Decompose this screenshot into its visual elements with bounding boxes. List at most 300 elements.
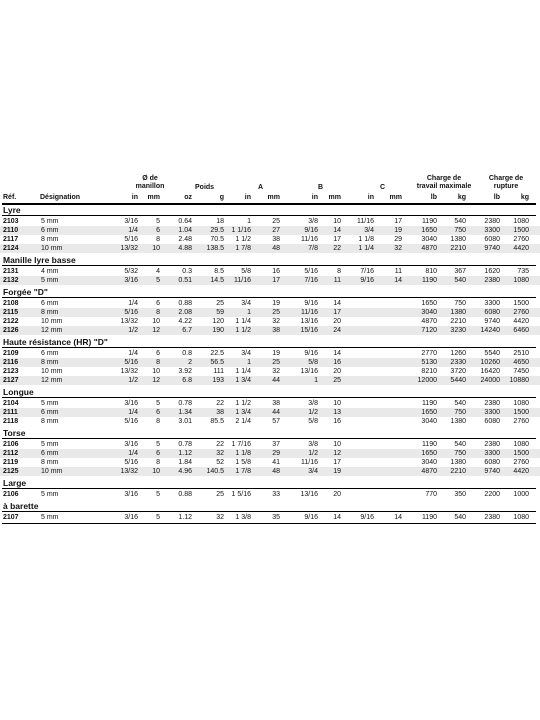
cell-b-in: 13/16 <box>300 368 318 375</box>
section-rule <box>2 488 536 489</box>
cell-weight-oz: 6.7 <box>182 327 192 334</box>
cell-a-in: 2 1/4 <box>235 418 251 425</box>
cell-a-mm: 32 <box>272 318 280 325</box>
cell-rupture-lb: 2380 <box>484 441 500 448</box>
cell-b-mm: 10 <box>333 400 341 407</box>
cell-a-mm: 44 <box>272 409 280 416</box>
cell-charge-kg: 350 <box>454 491 466 498</box>
cell-c-in: 3/4 <box>364 227 374 234</box>
header-charge-travail: Charge de travail maximale <box>416 175 472 190</box>
cell-c-mm: 14 <box>394 514 402 521</box>
header-ref: Réf. <box>3 194 17 201</box>
cell-c-in: 1 1/8 <box>358 236 374 243</box>
cell-weight-g: 29.5 <box>210 227 224 234</box>
cell-weight-oz: 0.8 <box>182 350 192 357</box>
cell-dia-in: 1/2 <box>128 377 138 384</box>
cell-rupture-lb: 6080 <box>484 459 500 466</box>
cell-weight-oz: 0.88 <box>178 491 192 498</box>
cell-charge-kg: 3720 <box>450 368 466 375</box>
cell-a-in: 1 3/8 <box>235 514 251 521</box>
cell-dia-mm: 10 <box>152 368 160 375</box>
cell-dia-mm: 5 <box>156 514 160 521</box>
cell-weight-g: 120 <box>212 318 224 325</box>
unit-header-rupture-lb: lb <box>493 194 500 201</box>
section-rule <box>2 397 536 398</box>
cell-rupture-kg: 1080 <box>513 218 529 225</box>
cell-charge-lb: 12000 <box>417 377 437 384</box>
cell-charge-lb: 770 <box>425 491 437 498</box>
cell-dia-mm: 8 <box>156 236 160 243</box>
cell-a-mm: 38 <box>272 400 280 407</box>
cell-ref: 2117 <box>3 236 19 243</box>
cell-designation: 5 mm <box>41 441 59 448</box>
cell-a-mm: 57 <box>272 418 280 425</box>
table-row <box>0 399 540 408</box>
cell-rupture-kg: 1080 <box>513 441 529 448</box>
cell-weight-oz: 0.78 <box>178 400 192 407</box>
cell-weight-g: 111 <box>213 368 224 375</box>
cell-charge-lb: 4870 <box>421 318 437 325</box>
cell-rupture-kg: 1500 <box>513 409 529 416</box>
cell-a-in: 1 <box>247 309 251 316</box>
cell-b-in: 7/16 <box>304 277 318 284</box>
cell-dia-mm: 6 <box>156 227 160 234</box>
cell-rupture-lb: 2200 <box>484 491 500 498</box>
cell-a-in: 1 1/4 <box>235 368 251 375</box>
section-rule <box>2 347 536 348</box>
cell-c-mm: 11 <box>394 268 402 275</box>
cell-charge-lb: 1190 <box>421 277 437 284</box>
cell-designation: 5 mm <box>41 514 59 521</box>
cell-rupture-lb: 2380 <box>484 400 500 407</box>
cell-b-mm: 20 <box>333 491 341 498</box>
cell-charge-lb: 2770 <box>421 350 437 357</box>
cell-weight-g: 140.5 <box>206 468 224 475</box>
cell-dia-in: 1/4 <box>128 300 138 307</box>
cell-weight-oz: 4.96 <box>178 468 192 475</box>
section-title: Longue <box>3 387 34 397</box>
section-title: Lyre <box>3 205 21 215</box>
cell-weight-oz: 0.3 <box>182 268 192 275</box>
cell-weight-oz: 3.01 <box>178 418 192 425</box>
cell-b-in: 5/8 <box>308 359 318 366</box>
cell-weight-g: 22 <box>216 400 224 407</box>
cell-c-mm: 29 <box>394 236 402 243</box>
cell-a-in: 1 5/16 <box>231 491 251 498</box>
cell-charge-lb: 1650 <box>421 450 437 457</box>
cell-ref: 2107 <box>3 514 19 521</box>
cell-dia-mm: 8 <box>156 359 160 366</box>
cell-ref: 2123 <box>3 368 19 375</box>
cell-charge-kg: 2210 <box>450 318 466 325</box>
cell-charge-kg: 540 <box>454 218 466 225</box>
cell-weight-oz: 3.92 <box>178 368 192 375</box>
table-row <box>0 458 540 467</box>
cell-a-mm: 33 <box>272 491 280 498</box>
cell-a-mm: 37 <box>272 441 280 448</box>
section-title: Manille lyre basse <box>3 255 76 265</box>
cell-a-mm: 16 <box>272 268 280 275</box>
cell-charge-kg: 2210 <box>450 245 466 252</box>
cell-c-mm: 14 <box>394 277 402 284</box>
section-rule <box>2 215 536 216</box>
cell-b-in: 13/16 <box>300 318 318 325</box>
cell-rupture-kg: 4650 <box>513 359 529 366</box>
cell-charge-lb: 8210 <box>421 368 437 375</box>
cell-b-mm: 10 <box>333 441 341 448</box>
cell-b-in: 9/16 <box>304 300 318 307</box>
cell-weight-g: 38 <box>216 409 224 416</box>
cell-b-mm: 17 <box>333 236 341 243</box>
cell-ref: 2118 <box>3 418 19 425</box>
cell-charge-lb: 1650 <box>421 409 437 416</box>
cell-rupture-kg: 2760 <box>513 459 529 466</box>
cell-b-in: 11/16 <box>301 309 318 316</box>
section-rule <box>2 265 536 266</box>
cell-weight-g: 193 <box>212 377 224 384</box>
section-rule <box>2 511 536 512</box>
unit-header-a-in: in <box>244 194 251 201</box>
cell-a-mm: 27 <box>272 227 280 234</box>
cell-rupture-kg: 10880 <box>509 377 529 384</box>
header-charge-rupture: Charge de rupture <box>488 175 524 190</box>
cell-a-mm: 44 <box>272 377 280 384</box>
cell-dia-mm: 6 <box>156 409 160 416</box>
cell-rupture-kg: 1500 <box>513 450 529 457</box>
table-row <box>0 326 540 335</box>
cell-dia-in: 3/16 <box>124 441 138 448</box>
cell-rupture-lb: 3300 <box>484 450 500 457</box>
cell-dia-mm: 10 <box>152 245 160 252</box>
unit-header-b-mm: mm <box>328 194 341 201</box>
cell-designation: 12 mm <box>41 327 63 334</box>
cell-charge-lb: 7120 <box>421 327 437 334</box>
cell-dia-in: 13/32 <box>120 318 138 325</box>
cell-a-in: 1 1/2 <box>235 400 251 407</box>
table-row <box>0 267 540 276</box>
unit-header-b-in: in <box>311 194 318 201</box>
cell-charge-lb: 1190 <box>421 514 437 521</box>
cell-c-mm: 19 <box>394 227 402 234</box>
cell-ref: 2106 <box>3 491 19 498</box>
section-title: à barette <box>3 501 39 511</box>
cell-a-in: 1 1/16 <box>231 227 251 234</box>
cell-a-mm: 48 <box>272 245 280 252</box>
cell-weight-g: 8.5 <box>214 268 224 275</box>
unit-header-c-in: in <box>367 194 374 201</box>
cell-a-mm: 32 <box>272 368 280 375</box>
cell-weight-oz: 0.51 <box>178 277 192 284</box>
header-designation: Désignation <box>40 194 81 201</box>
section-title: Torse <box>3 428 26 438</box>
cell-b-in: 9/16 <box>304 350 318 357</box>
cell-a-mm: 29 <box>272 450 280 457</box>
cell-weight-g: 14.5 <box>210 277 224 284</box>
cell-b-mm: 24 <box>333 327 341 334</box>
cell-weight-oz: 1.34 <box>178 409 192 416</box>
table-row <box>0 358 540 367</box>
cell-c-in: 7/16 <box>360 268 374 275</box>
cell-b-mm: 14 <box>333 350 341 357</box>
cell-dia-in: 5/32 <box>124 268 138 275</box>
cell-rupture-kg: 1080 <box>513 514 529 521</box>
cell-rupture-kg: 6460 <box>513 327 529 334</box>
cell-weight-g: 56.5 <box>210 359 224 366</box>
cell-charge-lb: 1190 <box>421 218 437 225</box>
cell-dia-in: 3/16 <box>124 218 138 225</box>
cell-b-in: 13/16 <box>300 491 318 498</box>
cell-weight-g: 52 <box>216 459 224 466</box>
cell-b-mm: 16 <box>333 418 341 425</box>
cell-designation: 4 mm <box>41 268 59 275</box>
cell-weight-oz: 1.04 <box>178 227 192 234</box>
cell-ref: 2110 <box>3 227 19 234</box>
cell-a-in: 1 1/2 <box>235 236 251 243</box>
cell-charge-kg: 367 <box>454 268 466 275</box>
cell-b-in: 3/4 <box>308 468 318 475</box>
cell-designation: 8 mm <box>41 418 59 425</box>
cell-weight-g: 18 <box>216 218 224 225</box>
cell-a-mm: 35 <box>272 514 280 521</box>
cell-charge-lb: 4870 <box>421 245 437 252</box>
cell-charge-lb: 810 <box>425 268 437 275</box>
cell-b-mm: 25 <box>333 377 341 384</box>
cell-weight-oz: 4.22 <box>178 318 192 325</box>
cell-b-mm: 10 <box>333 218 341 225</box>
table-row <box>0 467 540 476</box>
cell-a-in: 3/4 <box>241 300 251 307</box>
cell-a-in: 3/4 <box>241 350 251 357</box>
cell-charge-lb: 3040 <box>421 459 437 466</box>
header-weight: Poids <box>195 184 215 191</box>
cell-rupture-lb: 6080 <box>484 236 500 243</box>
cell-weight-oz: 1.12 <box>178 514 192 521</box>
cell-a-in: 1 7/8 <box>235 245 251 252</box>
cell-ref: 2126 <box>3 327 19 334</box>
header-c: C <box>380 184 386 191</box>
table-row <box>0 376 540 385</box>
cell-charge-kg: 750 <box>454 450 466 457</box>
cell-dia-mm: 12 <box>152 327 160 334</box>
cell-rupture-kg: 1080 <box>513 277 529 284</box>
cell-charge-kg: 2330 <box>450 359 466 366</box>
cell-a-in: 1 3/4 <box>235 409 251 416</box>
cell-ref: 2109 <box>3 350 19 357</box>
cell-dia-mm: 12 <box>152 377 160 384</box>
cell-dia-in: 5/16 <box>124 236 138 243</box>
cell-ref: 2124 <box>3 245 19 252</box>
cell-dia-in: 1/2 <box>128 327 138 334</box>
cell-rupture-kg: 4420 <box>513 318 529 325</box>
cell-weight-g: 22 <box>216 441 224 448</box>
cell-dia-in: 1/4 <box>128 350 138 357</box>
cell-rupture-lb: 14240 <box>480 327 500 334</box>
cell-rupture-lb: 2380 <box>484 218 500 225</box>
table-row <box>0 226 540 235</box>
cell-dia-in: 1/4 <box>128 450 138 457</box>
table-row <box>0 367 540 376</box>
cell-rupture-kg: 7450 <box>513 368 529 375</box>
cell-a-mm: 38 <box>272 327 280 334</box>
cell-dia-mm: 5 <box>156 218 160 225</box>
cell-dia-mm: 8 <box>156 309 160 316</box>
table-row <box>0 308 540 317</box>
section-rule <box>2 297 536 298</box>
cell-dia-mm: 6 <box>156 450 160 457</box>
cell-b-in: 7/8 <box>308 245 318 252</box>
cell-weight-oz: 4.88 <box>178 245 192 252</box>
cell-dia-in: 5/16 <box>124 418 138 425</box>
table-row <box>0 317 540 326</box>
cell-designation: 8 mm <box>41 309 59 316</box>
unit-header-charge-kg: kg <box>457 194 466 201</box>
table-row <box>0 490 540 499</box>
cell-a-mm: 19 <box>272 300 280 307</box>
cell-rupture-lb: 9740 <box>484 245 500 252</box>
table-row <box>0 449 540 458</box>
cell-rupture-lb: 6080 <box>484 309 500 316</box>
cell-c-in: 11/16 <box>357 218 374 225</box>
cell-rupture-lb: 16420 <box>480 368 500 375</box>
cell-rupture-lb: 6080 <box>484 418 500 425</box>
cell-ref: 2131 <box>3 268 19 275</box>
cell-dia-mm: 8 <box>156 459 160 466</box>
cell-weight-g: 70.5 <box>210 236 224 243</box>
cell-a-in: 5/8 <box>241 268 251 275</box>
cell-designation: 8 mm <box>41 236 59 243</box>
cell-rupture-kg: 1080 <box>513 400 529 407</box>
cell-charge-lb: 4870 <box>421 468 437 475</box>
cell-dia-in: 1/4 <box>128 227 138 234</box>
cell-weight-g: 85.5 <box>210 418 224 425</box>
cell-dia-in: 13/32 <box>120 245 138 252</box>
header-diameter: Ø de manillon <box>135 175 165 190</box>
cell-b-in: 11/16 <box>301 236 318 243</box>
cell-weight-oz: 6.8 <box>182 377 192 384</box>
cell-rupture-kg: 2760 <box>513 236 529 243</box>
cell-charge-lb: 1190 <box>421 441 437 448</box>
cell-designation: 10 mm <box>41 368 63 375</box>
cell-b-in: 3/8 <box>308 441 318 448</box>
cell-ref: 2104 <box>3 400 19 407</box>
cell-ref: 2108 <box>3 300 19 307</box>
cell-b-in: 11/16 <box>301 459 318 466</box>
cell-ref: 2103 <box>3 218 19 225</box>
cell-a-mm: 48 <box>272 468 280 475</box>
cell-a-in: 1 <box>247 218 251 225</box>
cell-a-mm: 25 <box>272 309 280 316</box>
cell-a-in: 1 <box>247 359 251 366</box>
cell-c-mm: 17 <box>394 218 402 225</box>
cell-b-mm: 8 <box>337 268 341 275</box>
cell-rupture-kg: 2760 <box>513 309 529 316</box>
cell-designation: 5 mm <box>41 400 59 407</box>
cell-c-in: 1 1/4 <box>358 245 374 252</box>
cell-charge-lb: 3040 <box>421 236 437 243</box>
cell-dia-in: 13/32 <box>120 468 138 475</box>
cell-charge-lb: 1650 <box>421 227 437 234</box>
cell-charge-kg: 2210 <box>450 468 466 475</box>
cell-dia-mm: 5 <box>156 441 160 448</box>
section-rule <box>2 438 536 439</box>
cell-ref: 2115 <box>3 309 19 316</box>
cell-designation: 6 mm <box>41 300 59 307</box>
cell-designation: 5 mm <box>41 277 59 284</box>
cell-b-in: 1 <box>314 377 318 384</box>
cell-b-mm: 14 <box>333 300 341 307</box>
table-row <box>0 299 540 308</box>
cell-b-mm: 14 <box>333 227 341 234</box>
cell-b-in: 3/8 <box>308 400 318 407</box>
cell-weight-oz: 1.12 <box>178 450 192 457</box>
cell-b-in: 15/16 <box>300 327 318 334</box>
cell-charge-kg: 750 <box>454 227 466 234</box>
cell-c-in: 9/16 <box>360 277 374 284</box>
cell-rupture-lb: 9740 <box>484 318 500 325</box>
cell-dia-mm: 4 <box>156 268 160 275</box>
unit-header-rupture-kg: kg <box>520 194 529 201</box>
cell-rupture-lb: 3300 <box>484 409 500 416</box>
cell-ref: 2122 <box>3 318 19 325</box>
cell-designation: 10 mm <box>41 245 63 252</box>
cell-a-mm: 38 <box>272 236 280 243</box>
cell-weight-g: 59 <box>216 309 224 316</box>
cell-rupture-lb: 3300 <box>484 227 500 234</box>
cell-ref: 2112 <box>3 450 19 457</box>
table-row <box>0 440 540 449</box>
cell-weight-oz: 0.64 <box>178 218 192 225</box>
cell-rupture-lb: 3300 <box>484 300 500 307</box>
cell-rupture-lb: 5540 <box>484 350 500 357</box>
cell-b-mm: 19 <box>333 468 341 475</box>
cell-charge-kg: 540 <box>454 441 466 448</box>
cell-designation: 12 mm <box>41 377 63 384</box>
cell-weight-oz: 1.84 <box>178 459 192 466</box>
cell-charge-kg: 540 <box>454 400 466 407</box>
header-b: B <box>318 184 324 191</box>
unit-header-charge-lb: lb <box>430 194 437 201</box>
cell-a-in: 1 1/8 <box>235 450 251 457</box>
cell-a-in: 1 7/16 <box>231 441 251 448</box>
cell-a-mm: 25 <box>272 218 280 225</box>
cell-rupture-kg: 2760 <box>513 418 529 425</box>
cell-weight-oz: 2.48 <box>178 236 192 243</box>
cell-dia-mm: 5 <box>156 491 160 498</box>
cell-ref: 2125 <box>3 468 19 475</box>
cell-dia-in: 1/4 <box>128 409 138 416</box>
cell-rupture-kg: 1000 <box>513 491 529 498</box>
cell-rupture-kg: 1500 <box>513 227 529 234</box>
cell-a-mm: 25 <box>272 359 280 366</box>
cell-weight-g: 22.5 <box>210 350 224 357</box>
cell-ref: 2127 <box>3 377 19 384</box>
unit-header-weight-oz: oz <box>184 194 192 201</box>
cell-rupture-lb: 2380 <box>484 514 500 521</box>
table-row <box>0 276 540 285</box>
section-title: Haute résistance (HR) "D" <box>3 337 108 347</box>
cell-a-mm: 19 <box>272 350 280 357</box>
header-a: A <box>258 184 264 191</box>
cell-b-mm: 16 <box>333 359 341 366</box>
table-row <box>0 244 540 253</box>
cell-c-mm: 32 <box>394 245 402 252</box>
cell-designation: 5 mm <box>41 218 59 225</box>
cell-b-mm: 12 <box>333 450 341 457</box>
cell-weight-g: 190 <box>212 327 224 334</box>
cell-b-mm: 17 <box>333 459 341 466</box>
cell-weight-g: 25 <box>216 491 224 498</box>
cell-dia-mm: 6 <box>156 300 160 307</box>
